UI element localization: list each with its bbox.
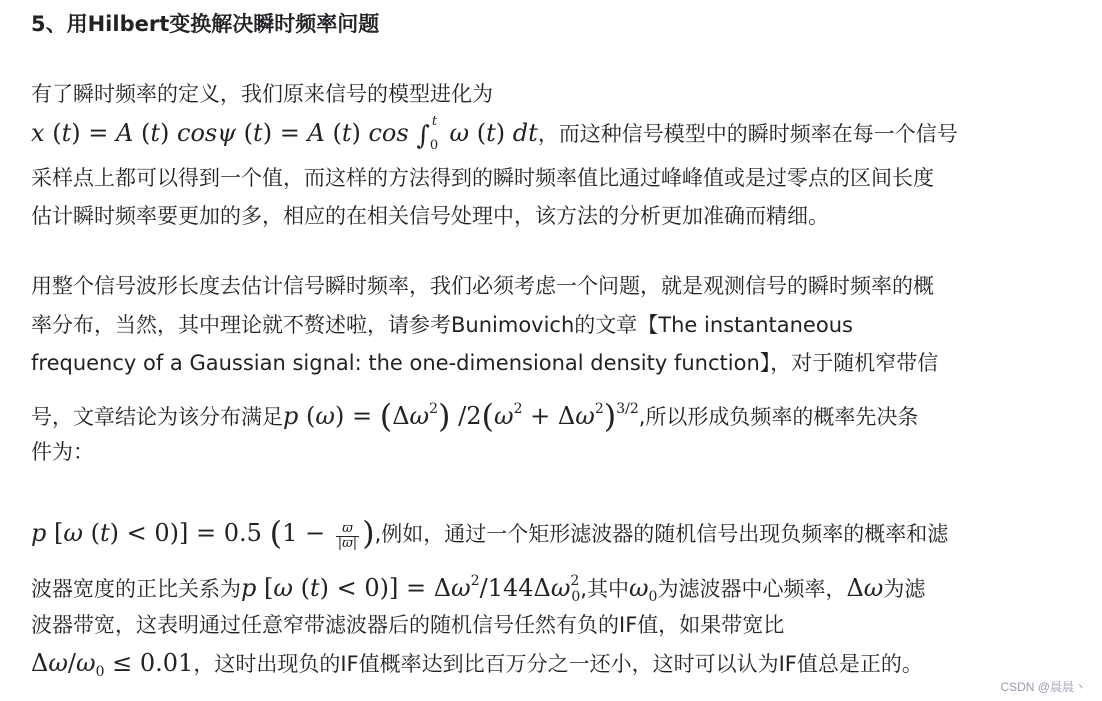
p2-line4-suffix: ,所以形成负频率的概率先决条: [638, 405, 919, 429]
csdn-watermark: CSDN @晨晨丶: [1000, 680, 1086, 694]
p1-line4: 估计瞬时频率要更加的多，相应的在相关信号处理中，该方法的分析更加准确而精细。: [31, 204, 829, 228]
p3-line1-suffix: ,例如，通过一个矩形滤波器的随机信号出现负频率的概率和滤: [374, 522, 949, 546]
p3-line2-mid: ,其中: [580, 577, 629, 601]
p1-line3: 采样点上都可以得到一个值，而这样的方法得到的瞬时频率值比通过峰峰值或是过零点的区间长度: [31, 166, 934, 190]
p3-line2-suffix: 为滤: [883, 577, 926, 601]
p1-line2-text: ，而这种信号模型中的瞬时频率在每一个信号: [537, 122, 958, 146]
p1-line1: 有了瞬时频率的定义，我们原来信号的模型进化为: [31, 82, 493, 106]
bandwidth-probability-formula: p [ω $(t) < 0)] = \Delta\omega^2/144\Delta\omega^2_0$: [241, 573, 581, 605]
center-frequency-symbol: $\omega_0$: [628, 574, 658, 605]
p3-line4: [31, 648, 923, 687]
p3-line2-prefix: 波器宽度的正比关系为: [31, 577, 241, 601]
p3-line4-suffix: ，这时出现负的IF值概率达到比百万分之一还小，这时可以认为IF值总是正的。: [193, 652, 923, 676]
ratio-formula: $\Delta\omega/\omega_0 \le 0.01$: [31, 649, 194, 680]
section-heading: 5、用Hilbert变换解决瞬时频率问题: [31, 12, 380, 36]
p2-line4-prefix: 号，文章结论为该分布满足: [31, 405, 283, 429]
bandwidth-symbol: Δω: [846, 574, 884, 602]
density-formula: p $(\omega) = (\Delta\omega^2) /2(\omega^2 + \Delta\omega^2)^{3/2}$: [283, 397, 639, 435]
p2-line3: frequency of a Gaussian signal: the one-dimensional density function】，对于随机窄带信: [31, 351, 939, 375]
p2-line2: 率分布，当然，其中理论就不赘述啦，请参考Bunimovich的文章【The instantaneous: [31, 313, 853, 337]
signal-model-formula: x (t) = A (t) cosψ (t) = A (t) cos ∫ t 0 ω (t) dt: [31, 114, 538, 153]
p1-line2: [31, 114, 958, 153]
p3-line2: [31, 566, 925, 612]
negative-frequency-formula: p [ω (t) < 0)] = 0.5 (1 − $\frac{ϖ}{|ϖ|}$ ): [31, 514, 375, 552]
p3-line1: [31, 514, 949, 552]
p2-line5: 件为：: [31, 440, 94, 464]
p3-line2-mid2: 为滤波器中心频率，: [657, 577, 847, 601]
p2-line4: [31, 394, 919, 435]
p3-line3: 波器带宽，这表明通过任意窄带滤波器后的随机信号任然有负的IF值，如果带宽比: [31, 613, 785, 637]
p2-line1: 用整个信号波形长度去估计信号瞬时频率，我们必须考虑一个问题，就是观测信号的瞬时频率的概: [31, 274, 934, 298]
